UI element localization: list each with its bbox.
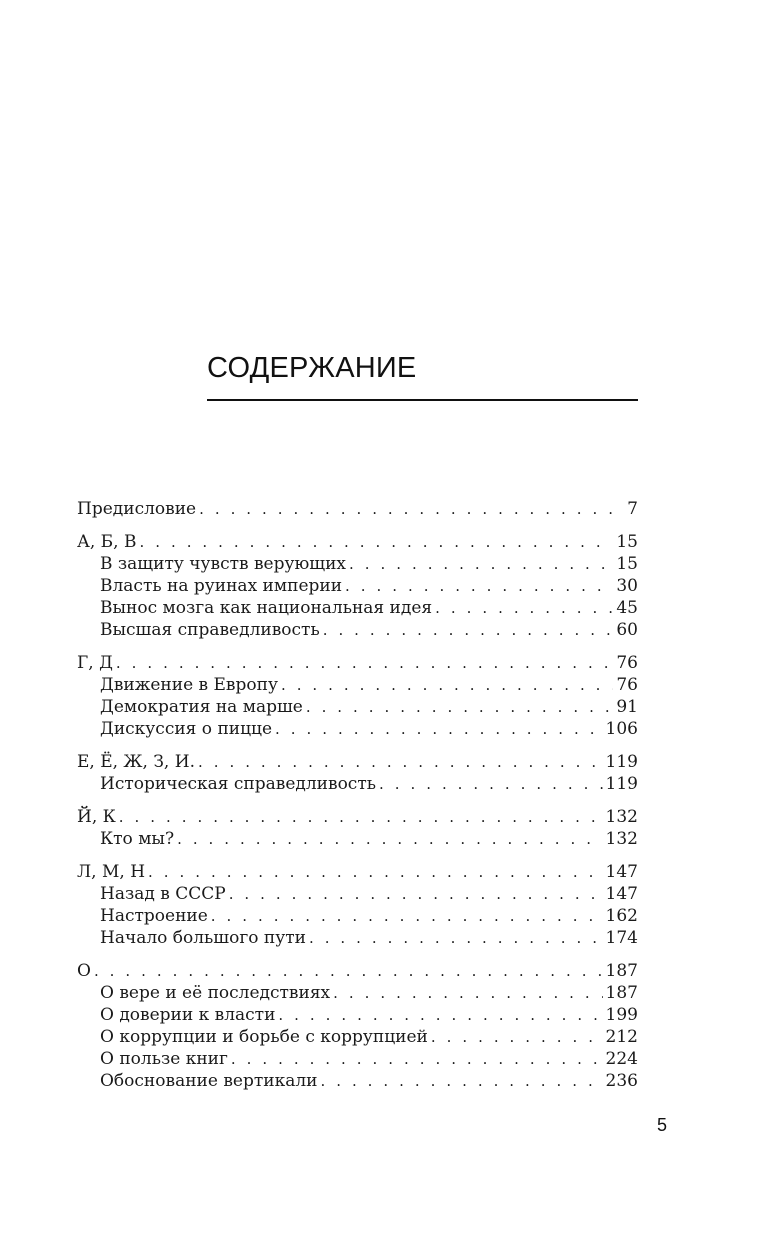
dot-leader	[119, 806, 603, 828]
toc-section-entry[interactable]	[77, 806, 638, 828]
toc-group	[77, 751, 638, 795]
dot-leader	[199, 498, 624, 520]
toc-subentry[interactable]	[77, 575, 638, 597]
dot-leader	[309, 927, 603, 949]
toc-entry-label: О вере и её последствиях	[100, 983, 331, 1003]
toc-entry-page-number: 76	[616, 675, 638, 695]
toc-entry-label: Предисловие	[77, 499, 197, 519]
toc-entry-label: Начало большого пути	[100, 928, 306, 948]
dot-leader	[148, 861, 603, 883]
toc-entry-page-number: 119	[605, 774, 638, 794]
toc-subentry[interactable]	[77, 674, 638, 696]
toc-entry-page-number: 147	[605, 884, 638, 904]
toc-group	[77, 498, 638, 520]
dot-leader	[345, 575, 613, 597]
toc-group	[77, 861, 638, 949]
toc-entry-label: Настроение	[100, 906, 208, 926]
dot-leader	[323, 619, 614, 641]
dot-leader	[281, 674, 613, 696]
toc-entry-page-number: 76	[616, 653, 638, 673]
dot-leader	[139, 531, 613, 553]
toc-entry-label: О	[77, 961, 91, 981]
toc-subentry[interactable]	[77, 982, 638, 1004]
dot-leader	[275, 718, 603, 740]
dot-leader	[333, 982, 602, 1004]
toc-entry-label: Назад в СССР	[100, 884, 226, 904]
toc-group	[77, 806, 638, 850]
toc-entry-page-number: 106	[605, 719, 638, 739]
toc-section-entry[interactable]	[77, 498, 638, 520]
toc-entry-label: Дискуссия о пицце	[100, 719, 273, 739]
title-underline	[207, 399, 638, 401]
toc-subentry[interactable]	[77, 553, 638, 575]
toc-subentry[interactable]	[77, 773, 638, 795]
toc-entry-label: Власть на руинах империи	[100, 576, 343, 596]
toc-entry-label: В защиту чувств верующих	[100, 554, 347, 574]
toc-entry-page-number: 15	[616, 532, 638, 552]
toc-entry-label: Л, М, Н	[77, 862, 146, 882]
dot-leader	[435, 597, 613, 619]
toc-subentry[interactable]	[77, 718, 638, 740]
toc-entry-label: Е, Ё, Ж, З, И.	[77, 752, 195, 772]
toc-subentry[interactable]	[77, 828, 638, 850]
toc-subentry[interactable]	[77, 1048, 638, 1070]
toc-subentry[interactable]	[77, 905, 638, 927]
toc-entry-label: Й, К	[77, 807, 116, 827]
toc-entry-page-number: 15	[616, 554, 638, 574]
toc-subentry[interactable]	[77, 1026, 638, 1048]
dot-leader	[211, 905, 603, 927]
toc-entry-label: Движение в Европу	[100, 675, 278, 695]
toc-entry-page-number: 132	[605, 829, 638, 849]
page-number: 5	[657, 1115, 668, 1135]
toc-section-entry[interactable]	[77, 960, 638, 982]
dot-leader	[349, 553, 613, 575]
toc-subentry[interactable]	[77, 597, 638, 619]
toc-group	[77, 531, 638, 641]
toc-subentry[interactable]	[77, 1004, 638, 1026]
toc-subentry[interactable]	[77, 1070, 638, 1092]
toc-entry-page-number: 162	[605, 906, 638, 926]
toc-entry-page-number: 147	[605, 862, 638, 882]
toc-entry-page-number: 91	[616, 697, 638, 717]
page-title: СОДЕРЖАНИЕ	[207, 352, 417, 384]
toc-entry-page-number: 119	[605, 752, 638, 772]
toc-entry-label: Обоснование вертикали	[100, 1071, 318, 1091]
dot-leader	[229, 883, 603, 905]
toc-subentry[interactable]	[77, 696, 638, 718]
toc-group	[77, 652, 638, 740]
toc-subentry[interactable]	[77, 619, 638, 641]
dot-leader	[379, 773, 603, 795]
toc-entry-label: Высшая справедливость	[100, 620, 320, 640]
dot-leader	[278, 1004, 602, 1026]
toc-subentry[interactable]	[77, 883, 638, 905]
toc-entry-page-number: 132	[605, 807, 638, 827]
toc-entry-label: Демократия на марше	[100, 697, 303, 717]
toc-entry-label: О доверии к власти	[100, 1005, 276, 1025]
toc-entry-page-number: 30	[616, 576, 638, 596]
toc-entry-label: Кто мы?	[100, 829, 175, 849]
toc-entry-page-number: 7	[627, 499, 638, 519]
toc-entry-page-number: 199	[605, 1005, 638, 1025]
toc-entry-label: О коррупции и борьбе с коррупцией	[100, 1027, 428, 1047]
toc-entry-label: Историческая справедливость	[100, 774, 376, 794]
dot-leader	[177, 828, 602, 850]
table-of-contents	[77, 498, 638, 1103]
dot-leader	[116, 652, 613, 674]
toc-entry-label: А, Б, В	[77, 532, 137, 552]
toc-entry-page-number: 187	[605, 961, 638, 981]
toc-subentry[interactable]	[77, 927, 638, 949]
toc-entry-label: Г, Д	[77, 653, 113, 673]
toc-section-entry[interactable]	[77, 531, 638, 553]
toc-entry-page-number: 224	[605, 1049, 638, 1069]
dot-leader	[231, 1048, 603, 1070]
dot-leader	[320, 1070, 602, 1092]
toc-entry-page-number: 212	[605, 1027, 638, 1047]
toc-entry-label: О пользе книг	[100, 1049, 228, 1069]
toc-group	[77, 960, 638, 1092]
toc-section-entry[interactable]	[77, 652, 638, 674]
toc-entry-page-number: 236	[605, 1071, 638, 1091]
dot-leader	[198, 751, 603, 773]
dot-leader	[431, 1026, 603, 1048]
toc-entry-page-number: 174	[605, 928, 638, 948]
toc-entry-label: Вынос мозга как национальная идея	[100, 598, 433, 618]
dot-leader	[94, 960, 603, 982]
toc-section-entry[interactable]	[77, 751, 638, 773]
toc-entry-page-number: 187	[605, 983, 638, 1003]
toc-entry-page-number: 45	[616, 598, 638, 618]
toc-section-entry[interactable]	[77, 861, 638, 883]
dot-leader	[306, 696, 614, 718]
toc-entry-page-number: 60	[616, 620, 638, 640]
